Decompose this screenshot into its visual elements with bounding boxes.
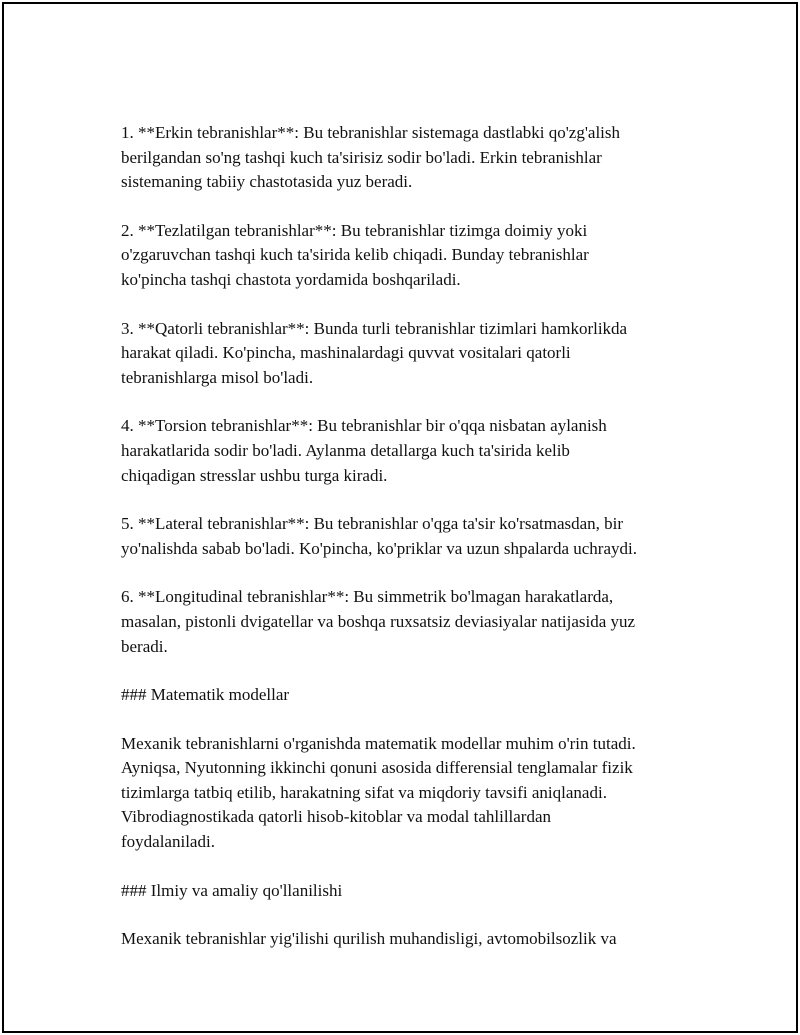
text-line: ### Ilmiy va amaliy qo'llanilishi (121, 880, 343, 900)
text-line: berilgandan so'ng tashqi kuch ta'sirisiz sodir bo'ladi. Erkin tebranishlar (121, 147, 602, 167)
paragraph (121, 512, 701, 561)
text-line: sistemaning tabiiy chastotasida yuz beradi. (121, 172, 413, 192)
paragraph (121, 585, 701, 659)
document-body (121, 121, 701, 976)
text-line: 4. **Torsion tebranishlar**: Bu tebranishlar bir o'qqa nisbatan aylanish (121, 416, 607, 436)
text-line: Vibrodiagnostikada qatorli hisob-kitoblar va modal tahlillardan (121, 807, 552, 827)
paragraph (121, 927, 701, 952)
text-line: foydalaniladi. (121, 832, 215, 852)
text-line: ### Matematik modellar (121, 685, 290, 705)
paragraph (121, 317, 701, 391)
text-line: masalan, pistonli dvigatellar va boshqa ruxsatsiz deviasiyalar natijasida yuz (121, 611, 636, 631)
section-heading (121, 879, 701, 904)
text-line: harakat qiladi. Ko'pincha, mashinalardagi quvvat vositalari qatorli (121, 343, 571, 363)
text-line: yo'nalishda sabab bo'ladi. Ko'pincha, ko'priklar va uzun shpalarda uchraydi. (121, 538, 637, 558)
text-line: ko'pincha tashqi chastota yordamida boshqariladi. (121, 269, 461, 289)
document-page (2, 2, 798, 1033)
text-line: 2. **Tezlatilgan tebranishlar**: Bu tebranishlar tizimga doimiy yoki (121, 220, 588, 240)
text-line: chiqadigan stresslar ushbu turga kiradi. (121, 465, 388, 485)
text-line: Mexanik tebranishlar yig'ilishi qurilish muhandisligi, avtomobilsozlik va (121, 929, 617, 949)
paragraph (121, 414, 701, 488)
text-line: Ayniqsa, Nyutonning ikkinchi qonuni asosida differensial tenglamalar fizik (121, 758, 633, 778)
section-heading (121, 683, 701, 708)
text-line: 6. **Longitudinal tebranishlar**: Bu simmetrik bo'lmagan harakatlarda, (121, 587, 614, 607)
text-line: beradi. (121, 636, 168, 656)
text-line: Mexanik tebranishlarni o'rganishda matematik modellar muhim o'rin tutadi. (121, 733, 636, 753)
text-line: 1. **Erkin tebranishlar**: Bu tebranishlar sistemaga dastlabki qo'zg'alish (121, 123, 621, 142)
text-line: harakatlarida sodir bo'ladi. Aylanma detallarga kuch ta'sirida kelib (121, 440, 570, 460)
text-line: 3. **Qatorli tebranishlar**: Bunda turli tebranishlar tizimlari hamkorlikda (121, 318, 628, 338)
text-line: 5. **Lateral tebranishlar**: Bu tebranishlar o'qga ta'sir ko'rsatmasdan, bir (121, 514, 624, 534)
paragraph (121, 121, 701, 195)
text-line: o'zgaruvchan tashqi kuch ta'sirida kelib chiqadi. Bunday tebranishlar (121, 245, 589, 265)
paragraph (121, 732, 701, 855)
text-line: tebranishlarga misol bo'ladi. (121, 367, 314, 387)
paragraph (121, 219, 701, 293)
text-line: tizimlarga tatbiq etilib, harakatning sifat va miqdoriy tavsifi aniqlanadi. (121, 782, 607, 802)
